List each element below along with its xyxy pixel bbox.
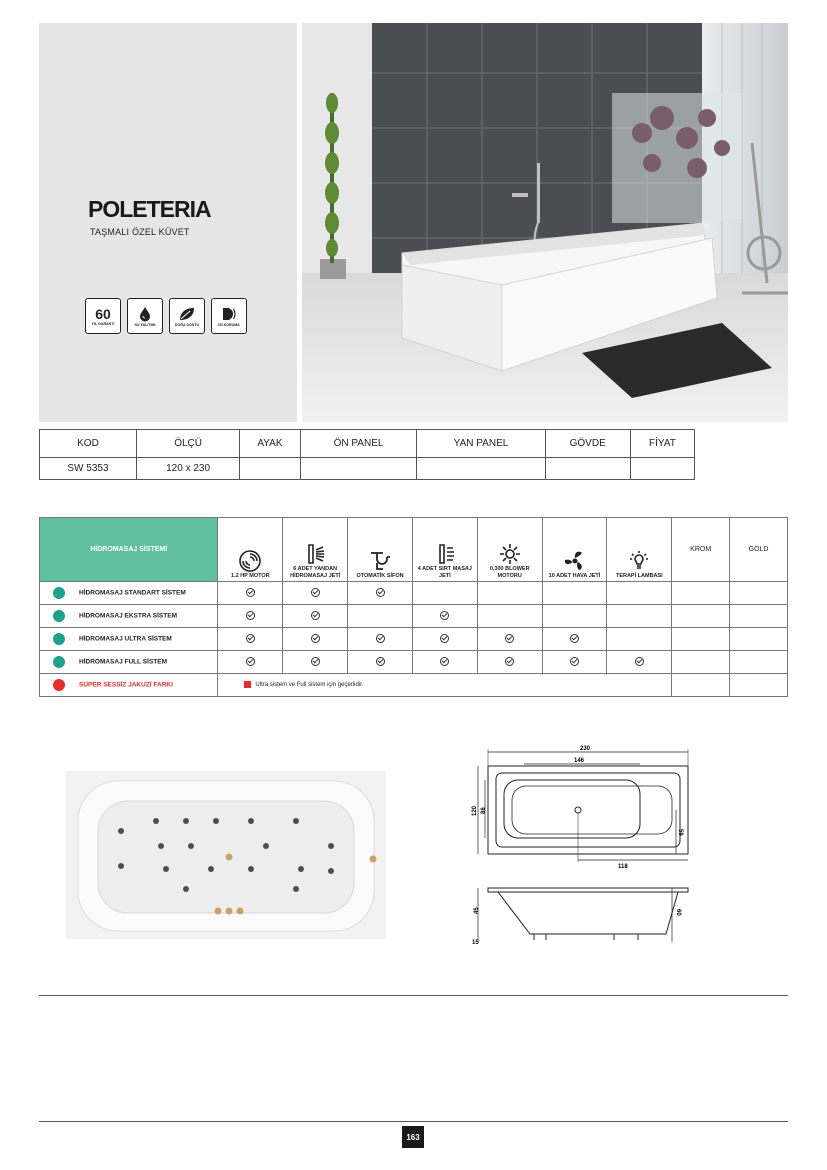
spec-cell: 120 x 230: [136, 458, 239, 480]
page-number: 163: [402, 1126, 424, 1148]
column-label: 10 ADET HAVA JETİ: [548, 572, 601, 579]
column-header: [283, 518, 348, 582]
check-icon: [246, 634, 255, 643]
teal-dot-icon: [53, 656, 65, 668]
check-cell: [412, 582, 477, 605]
check-cell: [348, 651, 413, 674]
check-icon: [311, 634, 320, 643]
check-icon: [311, 611, 320, 620]
feature-label: ISI KORUMA: [218, 322, 240, 327]
divider: [39, 1121, 788, 1122]
check-cell: [477, 582, 542, 605]
spec-header: KOD: [40, 430, 137, 458]
spec-table: [39, 429, 695, 480]
feature-label: SU YALITIMI: [134, 322, 156, 327]
column-label: 0,300 BLOWER MOTORU: [489, 565, 530, 579]
check-icon: [311, 657, 320, 666]
teal-dot-icon: [53, 633, 65, 645]
product-title: POLETERIA: [88, 196, 211, 222]
column-header: [218, 518, 283, 582]
special-note: Ultra sistem ve Full sistem için geçerlidir.: [255, 682, 364, 689]
water-drop-icon: [137, 306, 153, 322]
dim-total-length: 230: [580, 746, 591, 752]
check-cell: [348, 605, 413, 628]
check-cell: [218, 628, 283, 651]
hero-bathroom-photo: [302, 23, 788, 422]
check-cell: [730, 605, 788, 628]
dim-right: 59: [677, 829, 683, 836]
check-cell: [607, 582, 672, 605]
column-header: [412, 518, 477, 582]
dim-inner-length: 146: [574, 758, 585, 764]
blower-icon: [498, 542, 522, 566]
massage-row: [40, 582, 788, 605]
warranty-badge: [85, 298, 121, 334]
check-cell: [477, 651, 542, 674]
note-marker-icon: [244, 681, 251, 688]
special-row: [40, 674, 788, 697]
massage-table-title: HİDROMASAJ SİSTEMİ: [40, 518, 218, 582]
spec-cell: [300, 458, 417, 480]
row-label: HİDROMASAJ FULL SİSTEM: [79, 658, 167, 666]
fan-icon: [562, 549, 588, 573]
check-icon: [246, 611, 255, 620]
check-icon: [440, 611, 449, 620]
massage-table: [39, 517, 788, 697]
check-cell: [672, 651, 730, 674]
heat-badge: [211, 298, 247, 334]
heat-icon: [220, 306, 238, 322]
spec-header: GÖVDE: [545, 430, 630, 458]
column-header-gold: GOLD: [730, 518, 788, 582]
60-year-warranty-icon: 60: [95, 305, 111, 322]
check-cell: [348, 628, 413, 651]
bathtub-top-view-photo: [66, 771, 386, 939]
check-cell: [730, 582, 788, 605]
check-cell: [542, 651, 607, 674]
row-label: HİDROMASAJ ULTRA SİSTEM: [79, 635, 172, 643]
column-label: 6 ADET YANDAN HİDROMASAJ JETİ: [290, 565, 341, 579]
technical-drawing: [468, 740, 708, 952]
motor-icon: [238, 549, 262, 573]
check-cell: [218, 605, 283, 628]
dim-height: 60: [675, 909, 681, 916]
check-cell: [672, 628, 730, 651]
check-cell: [218, 651, 283, 674]
check-icon: [635, 657, 644, 666]
divider: [39, 995, 788, 996]
massage-row: [40, 605, 788, 628]
dim-width: 120: [472, 805, 478, 816]
product-subtitle: TAŞMALI ÖZEL KÜVET: [90, 227, 190, 237]
check-cell: [730, 628, 788, 651]
check-cell: [542, 605, 607, 628]
check-cell: [607, 605, 672, 628]
check-cell: [477, 605, 542, 628]
massage-row: [40, 628, 788, 651]
dim-drain-offset: 118: [618, 864, 628, 870]
check-cell: [283, 628, 348, 651]
back-jet-icon: [433, 542, 457, 566]
check-icon: [376, 657, 385, 666]
column-label: OTOMATİK SİFON: [356, 572, 404, 579]
check-cell: [672, 605, 730, 628]
side-jet-icon: [303, 542, 327, 566]
check-cell: [412, 605, 477, 628]
spec-cell: [545, 458, 630, 480]
leaf-icon: [178, 306, 196, 322]
check-cell: [542, 582, 607, 605]
column-header-krom: KROM: [672, 518, 730, 582]
lamp-icon: [627, 549, 651, 573]
dim-inner-width: 86: [481, 807, 487, 814]
check-cell: [412, 651, 477, 674]
check-cell: [412, 628, 477, 651]
check-icon: [311, 588, 320, 597]
check-cell: [607, 651, 672, 674]
spec-header: ÖN PANEL: [300, 430, 417, 458]
massage-row: [40, 651, 788, 674]
column-header: [542, 518, 607, 582]
spec-cell: [630, 458, 694, 480]
column-label: TERAPİ LAMBASI: [615, 572, 663, 579]
feature-label: DOĞA DOSTU: [174, 322, 200, 327]
check-cell: [218, 582, 283, 605]
spec-header: FİYAT: [630, 430, 694, 458]
column-label: 4 ADET SIRT MASAJ JETİ: [417, 565, 472, 579]
spec-header: YAN PANEL: [417, 430, 545, 458]
check-icon: [246, 588, 255, 597]
spec-header: ÖLÇÜ: [136, 430, 239, 458]
spec-cell: [417, 458, 545, 480]
check-icon: [376, 588, 385, 597]
check-icon: [440, 657, 449, 666]
special-row-label: SÜPER SESSİZ JAKUZİ FARKI: [79, 681, 173, 689]
check-icon: [246, 657, 255, 666]
check-cell: [283, 651, 348, 674]
column-header: [607, 518, 672, 582]
spec-header: AYAK: [240, 430, 300, 458]
check-cell: [477, 628, 542, 651]
check-cell: [672, 582, 730, 605]
teal-dot-icon: [53, 610, 65, 622]
check-icon: [570, 634, 579, 643]
row-label: HİDROMASAJ STANDART SİSTEM: [79, 589, 186, 597]
check-cell: [730, 651, 788, 674]
spec-cell: [240, 458, 300, 480]
check-cell: [283, 582, 348, 605]
dim-depth: 45: [474, 907, 480, 914]
feature-label: YIL GARANTİ: [91, 321, 115, 326]
check-icon: [570, 657, 579, 666]
check-icon: [440, 634, 449, 643]
check-cell: [348, 582, 413, 605]
row-label: HİDROMASAJ EKSTRA SİSTEM: [79, 612, 177, 620]
column-header: [348, 518, 413, 582]
red-dot-icon: [53, 679, 65, 691]
spec-cell: SW 5353: [40, 458, 137, 480]
check-cell: [542, 628, 607, 651]
check-cell: [283, 605, 348, 628]
check-cell: [607, 628, 672, 651]
check-icon: [376, 634, 385, 643]
column-label: 1.2 HP MOTOR: [231, 572, 270, 579]
water-badge: [127, 298, 163, 334]
eco-badge: [169, 298, 205, 334]
check-icon: [505, 657, 514, 666]
check-icon: [505, 634, 514, 643]
column-header: [477, 518, 542, 582]
teal-dot-icon: [53, 587, 65, 599]
siphon-icon: [368, 549, 392, 573]
dim-foot: 15: [472, 940, 479, 946]
